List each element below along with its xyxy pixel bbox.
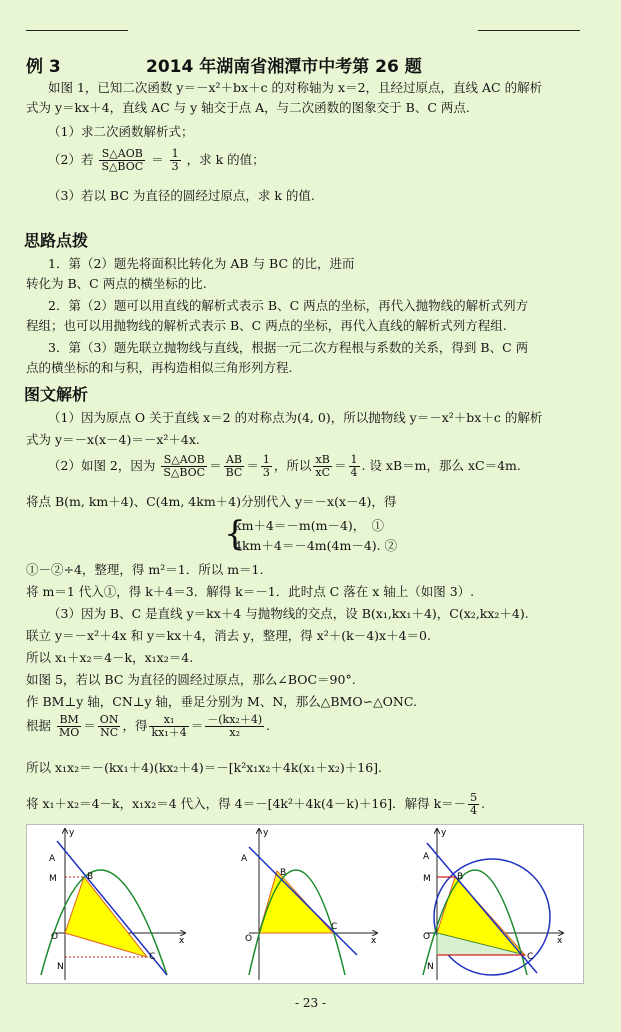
- example-label: 例 3: [26, 57, 61, 77]
- s3h-prefix: 将 x₁＋x₂＝4－k，x₁x₂＝4 代入，得 4＝－[4k²＋4k(4－k)＋16]．解得 k＝－: [26, 796, 467, 811]
- hint-line-5: 3．第（3）题先联立抛物线与直线，根据一元二次方程根与系数的关系，得到 B、C 两: [48, 340, 529, 355]
- solution-2b: 将点 B(m, km＋4)、C(4m, 4km＋4)分别代入 y＝－x(x－4)，得: [26, 494, 397, 509]
- s3f-suffix: .: [266, 718, 271, 733]
- solution-2a: （2）如图 2，因为 $\frac{\text{S△AOB}}{\text{S△BOC}}$ ＝ $\frac{AB}{BC}$ ＝ $\frac{1}{3}$ ，所以 $\frac{xB}{xC}$ ＝ $\frac{1}{4}$ . 设 xB＝m，那么 xC＝4m.: [48, 453, 521, 479]
- fig3-label-y: y: [441, 828, 447, 838]
- solution-3a: （3）因为 B、C 是直线 y＝kx＋4 与抛物线的交点，设 B(x₁,kx₁＋4)，C(x₂,kx₂＋4).: [48, 606, 529, 621]
- s3h-suffix: .: [481, 796, 486, 811]
- solution-3c: 所以 x₁＋x₂＝4－k，x₁x₂＝4.: [26, 650, 194, 665]
- figure-3: [423, 828, 563, 980]
- hint-line-4: 程组；也可以用抛物线的解析式表示 B、C 两点的坐标，再代入直线的解析式列方程组.: [26, 318, 507, 333]
- q2-area-fraction: [99, 148, 145, 173]
- s3f-fraction-2: [98, 714, 121, 739]
- s2a-f5-num: 1: [350, 453, 358, 466]
- s3h-fraction: [468, 792, 479, 817]
- fig1-label-x: x: [179, 936, 185, 946]
- fig2-label-x: x: [371, 936, 377, 946]
- hints-heading: 思路点拨: [24, 231, 89, 250]
- q2-area-denominator: S△BOC: [101, 160, 144, 173]
- figures-panel: [26, 824, 584, 984]
- hint-line-6: 点的横坐标的和与积，再构造相似三角形列方程.: [26, 360, 293, 375]
- fig3-label-O: O: [423, 932, 431, 942]
- fig1-label-B: B: [87, 872, 94, 882]
- fig1-triangle: [65, 877, 147, 957]
- solution-3d: 如图 5，若以 BC 为直径的圆经过原点，那么∠BOC＝90°.: [26, 672, 356, 687]
- q2-ratio-numerator: 1: [171, 147, 179, 160]
- top-rule-left: [26, 30, 128, 31]
- fig2-label-B: B: [280, 868, 287, 878]
- figure-1: [41, 828, 185, 980]
- s2a-fraction-2: [224, 454, 245, 479]
- s2a-f3-den: 3: [262, 466, 270, 479]
- s3f-f1-num: BM: [57, 714, 81, 727]
- s3f-f4-den: x₂: [229, 726, 241, 739]
- s3f-fraction-3: [149, 714, 188, 739]
- figure-2: [241, 828, 377, 980]
- system-eq-1: km＋4＝－m(m－4)， ①: [234, 518, 385, 533]
- s3h-f-den: 4: [470, 804, 478, 817]
- s2a-fraction-5: [349, 454, 360, 479]
- solution-3b: 联立 y＝－x²＋4x 和 y＝kx＋4，消去 y，整理，得 x²＋(k－4)x＋4＝0.: [26, 628, 431, 643]
- solution-2d: 将 m＝1 代入①，得 k＋4＝3．解得 k＝－1．此时点 C 落在 x 轴上（如图 3）.: [26, 584, 475, 599]
- s3f-f3-num: x₁: [149, 714, 188, 727]
- hint-line-3: 2．第（2）题可以用直线的解析式表示 B、C 两点的坐标，再代入抛物线的解析式列方: [48, 298, 529, 313]
- solution-1b: 式为 y＝－x(x－4)＝－x²＋4x.: [26, 432, 200, 447]
- s2a-f4-den: xC: [315, 466, 330, 479]
- s2a-f3-num: 1: [262, 453, 270, 466]
- solution-3g: 所以 x₁x₂＝－(kx₁＋4)(kx₂＋4)＝－[k²x₁x₂＋4k(x₁＋x₂)＋16].: [26, 760, 383, 775]
- fig3-label-N: N: [427, 962, 434, 972]
- q2-suffix: ，求 k 的值；: [186, 152, 265, 167]
- solution-1a: （1）因为原点 O 关于直线 x＝2 的对称点为(4, 0)，所以抛物线 y＝－x²＋bx＋c 的解析: [48, 410, 543, 425]
- s3f-prefix: 根据: [26, 718, 52, 733]
- fig3-label-M: M: [423, 874, 431, 884]
- s3h-f-num: 5: [470, 791, 478, 804]
- page-number: - 23 -: [294, 996, 326, 1010]
- s2a-fraction-3: [261, 454, 272, 479]
- equation-system: [224, 514, 398, 556]
- q2-equals: ＝: [151, 152, 164, 167]
- problem-line-1: 如图 1，已知二次函数 y＝－x²＋bx＋c 的对称轴为 x＝2，且经过原点，直线 AC 的解析: [48, 80, 543, 95]
- solution-3h: [26, 792, 596, 817]
- s3f-fraction-1: [57, 714, 81, 739]
- fig2-label-A: A: [241, 854, 248, 864]
- q2-ratio-denominator: 3: [171, 160, 179, 173]
- figures-svg: [27, 825, 583, 983]
- s2a-f2-num: AB: [224, 454, 245, 467]
- s2a-f1-den: S△BOC: [163, 466, 206, 479]
- hint-line-1: 1．第（2）题先将面积比转化为 AB 与 BC 的比，进而: [48, 256, 355, 271]
- solution-3e: 作 BM⊥y 轴，CN⊥y 轴，垂足分别为 M、N，那么△BMO∽△ONC.: [26, 694, 417, 709]
- s2a-f2-den: BC: [225, 466, 243, 479]
- s3f-f3-den: kx₁＋4: [151, 726, 187, 739]
- fig1-label-C: C: [149, 952, 156, 962]
- q2-ratio-fraction: [170, 148, 181, 173]
- s3f-f1-den: MO: [59, 726, 80, 739]
- top-rule-right: [478, 30, 580, 31]
- fig3-label-B: B: [457, 872, 464, 882]
- fig2-label-C: C: [331, 922, 338, 932]
- fig1-label-A: A: [49, 854, 56, 864]
- s3f-mid: ，得: [122, 718, 148, 733]
- fig1-label-N: N: [57, 962, 64, 972]
- fig1-label-y: y: [69, 828, 75, 838]
- s3f-fraction-4: [205, 714, 264, 739]
- question-1: （1）求二次函数解析式；: [48, 124, 194, 139]
- fig2-label-O: O: [245, 934, 253, 944]
- fig3-label-x: x: [557, 936, 563, 946]
- s2a-f4-num: xB: [313, 454, 332, 467]
- s3f-f2-den: NC: [100, 726, 119, 739]
- example-title: 2014 年湖南省湘潭市中考第 26 题: [146, 57, 422, 77]
- fig1-label-M: M: [49, 874, 57, 884]
- solution-2c: ①－②÷4，整理，得 m²＝1．所以 m＝1.: [26, 562, 264, 577]
- solution-heading: 图文解析: [24, 385, 89, 404]
- s2a-suffix: . 设 xB＝m，那么 xC＝4m.: [361, 458, 521, 473]
- s2a-fraction-4: [313, 454, 332, 479]
- system-brace: {: [224, 514, 246, 554]
- fig1-label-O: O: [51, 932, 59, 942]
- system-eq-2: 4km＋4＝－4m(4m－4). ②: [234, 538, 398, 553]
- fig2-label-y: y: [263, 828, 269, 838]
- s2a-f5-den: 4: [350, 466, 358, 479]
- q2-area-numerator: S△AOB: [99, 148, 145, 161]
- s2a-prefix: （2）如图 2，因为: [48, 458, 156, 473]
- s2a-f1-num: S△AOB: [161, 454, 207, 467]
- solution-3f: 根据 $\frac{BM}{MO}$ ＝ $\frac{ON}{NC}$ ，得 $\frac{\text{x₁}}{\text{kx₁＋4}}$ ＝ $\frac{\text{－(kx₂＋4)}}{\text{x₂}}$ .: [26, 713, 271, 739]
- fig3-label-A: A: [423, 852, 430, 862]
- q2-prefix: （2）若: [48, 152, 94, 167]
- fig2-line: [249, 847, 357, 955]
- s3f-f4-num: －(kx₂＋4): [207, 713, 263, 726]
- question-3: （3）若以 BC 为直径的圆经过原点，求 k 的值.: [48, 188, 315, 203]
- s2a-mid: ，所以: [273, 458, 312, 473]
- hint-line-2: 转化为 B、C 两点的横坐标的比.: [26, 276, 207, 291]
- fig3-label-C: C: [527, 952, 534, 962]
- question-2: [26, 148, 618, 173]
- s3f-f2-num: ON: [99, 713, 119, 726]
- problem-line-2: 式为 y＝kx＋4，直线 AC 与 y 轴交于点 A，与二次函数的图象交于 B、C 两点.: [26, 100, 470, 115]
- s2a-fraction-1: [161, 454, 207, 479]
